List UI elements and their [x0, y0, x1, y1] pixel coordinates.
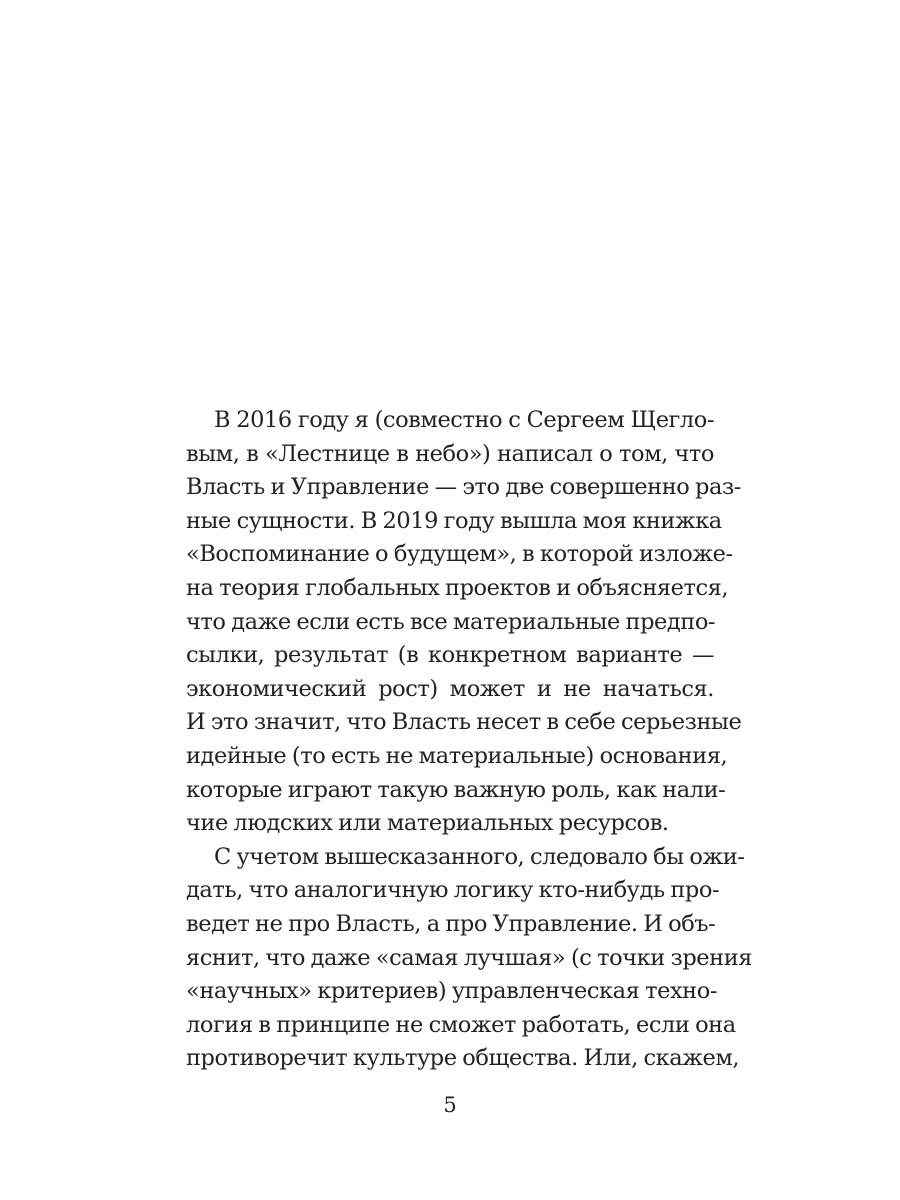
- text-line: С учетом вышесказанного, следовало бы ожи-: [214, 843, 745, 870]
- text-line: дать, что аналогичную логику кто-нибудь про-: [186, 877, 720, 904]
- text-line: Власть и Управление — это две совершенно раз-: [186, 474, 741, 501]
- paragraph-2: [186, 841, 752, 1076]
- text-line: логия в принципе не сможет работать, если она: [186, 1011, 736, 1038]
- text-line: на теория глобальных проектов и объясняется,: [186, 574, 729, 601]
- text-line: идейные (то есть не материальные) основания,: [186, 742, 728, 769]
- page-number: 5: [443, 1093, 457, 1117]
- text-line: экономический рост) может и не начаться.: [186, 675, 714, 702]
- text-line: ведет не про Власть, а про Управление. И объ-: [186, 910, 716, 937]
- text-line: сылки, результат (в конкретном варианте —: [186, 642, 714, 669]
- text-line: И это значит, что Власть несет в себе серьезные: [186, 709, 742, 736]
- text-line: яснит, что даже «самая лучшая» (с точки зрения: [186, 944, 752, 971]
- text-line: что даже если есть все материальные предпо-: [186, 608, 716, 635]
- text-line: противоречит культуре общества. Или, скажем,: [186, 1045, 740, 1072]
- text-line: которые играют такую важную роль, как нали-: [186, 776, 726, 803]
- text-line: «научных» критериев) управленческая техно-: [186, 978, 717, 1005]
- text-line: чие людских или материальных ресурсов.: [186, 810, 669, 837]
- text-line: «Воспоминание о будущем», в которой изложе-: [186, 541, 733, 568]
- paragraph-1: [186, 404, 742, 841]
- text-line: В 2016 году я (совместно с Сергеем Щегло-: [214, 407, 714, 433]
- body-text: [186, 404, 752, 1076]
- text-line: ные сущности. В 2019 году вышла моя книжка: [186, 507, 722, 534]
- text-line: вым, в «Лестнице в небо») написал о том, что: [186, 440, 714, 467]
